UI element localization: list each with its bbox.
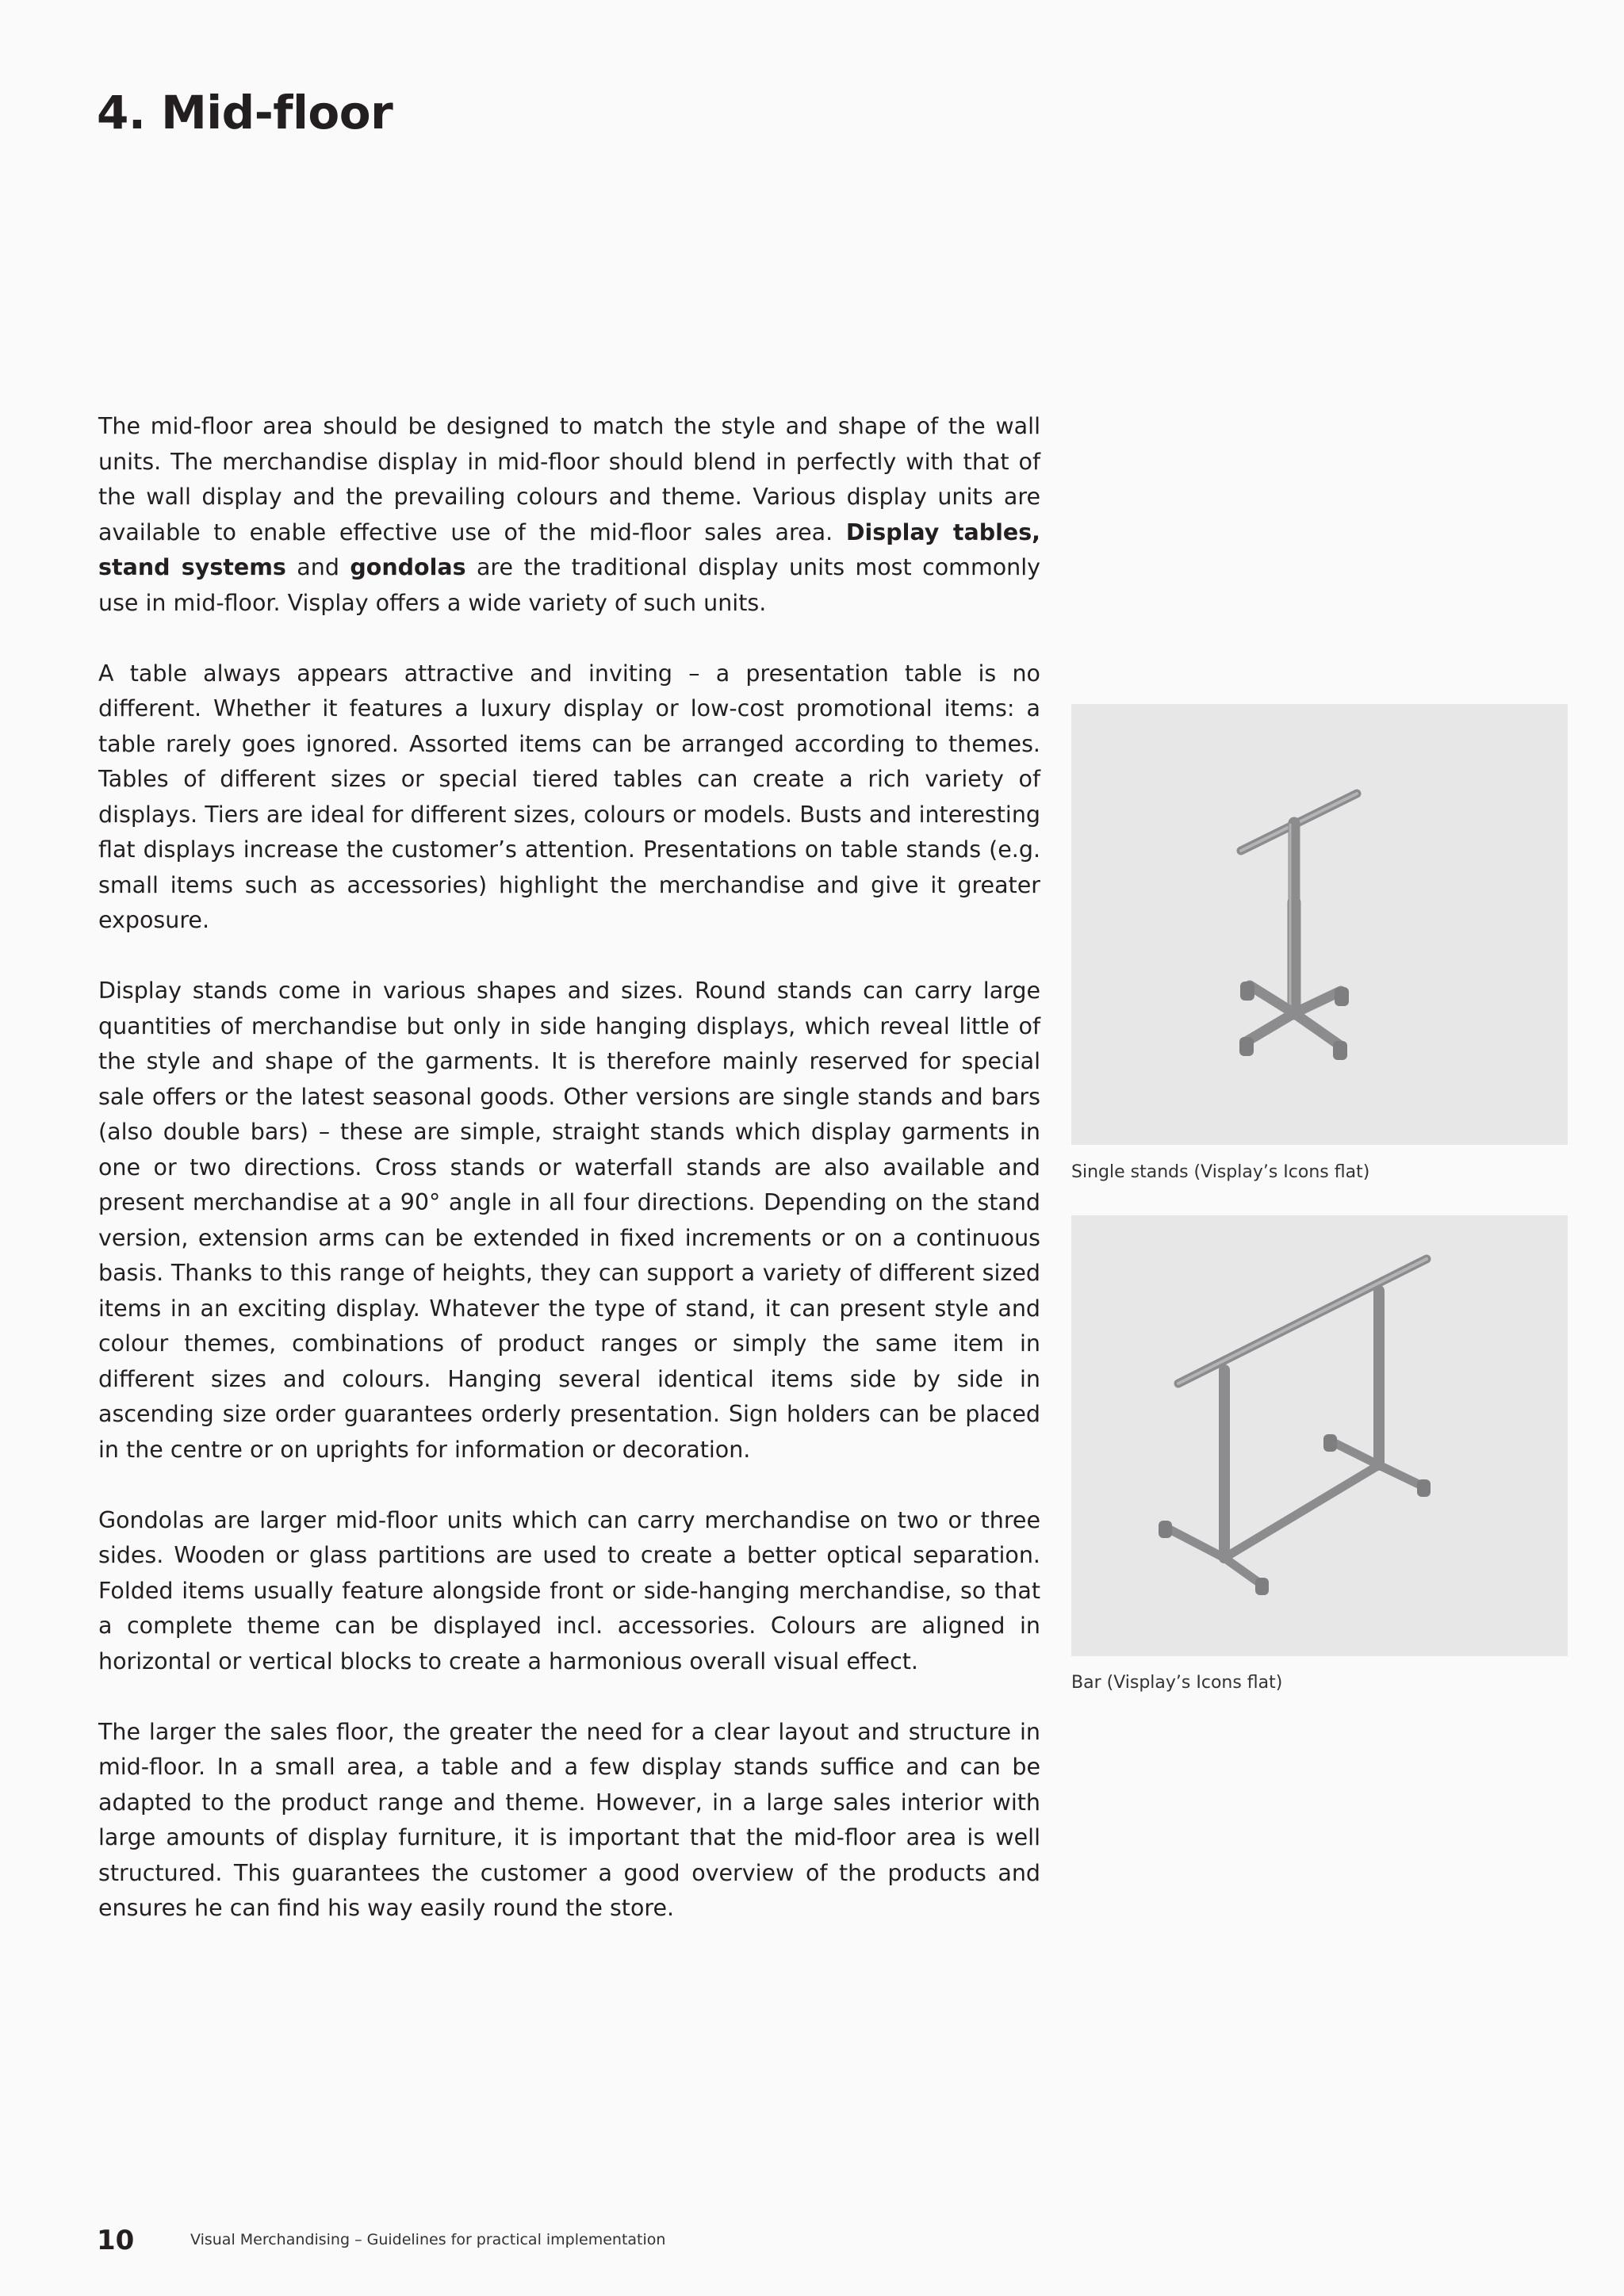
paragraph-intro-text-3: are the traditional display units most commonly use in mid-floor. Visplay offers a wide variety of such units. [98, 554, 1040, 616]
paragraph-gondolas: Gondolas are larger mid-floor units which can carry merchandise on two or three sides. Wooden or glass partitions are used to create a better optical separation. Folded items usually feature alongside front or side-hanging merchandise, so that a complete theme can be displayed incl. accessories. Colours are aligned in horizontal or vertical blocks to create a harmonious overall visual effect. [98, 1506, 1040, 1674]
bar-stand-caption: Bar (Visplay’s Icons flat) [1071, 1673, 1283, 1693]
paragraph-intro-bold-2: gondolas [350, 554, 466, 580]
paragraph-intro-text-2: and [285, 554, 350, 580]
paragraph-intro-text-1: The mid-floor area should be designed to match the style and shape of the wall units. The merchandise display in mid-floor should blend in perfectly with that of the wall display and the prevailing colours and theme. Various display units are available to enable effective use of the mid-floor sales area. [98, 413, 1040, 545]
paragraph-intro-bold-1: Display tables, stand systems [98, 519, 1040, 580]
page-title: 4. Mid-floor [97, 86, 393, 140]
single-stand-caption: Single stands (Visplay’s Icons flat) [1071, 1162, 1370, 1182]
paragraph-sales-floor: The larger the sales floor, the greater the need for a clear layout and structure in mid-floor. In a small area, a table and a few display stands suffice and can be adapted to the product range and theme. However, in a large sales interior with large amounts of display furniture, it is important that the mid-floor area is well structured. This guarantees the customer a good overview of the products and ensures he can find his way easily round the store. [98, 1718, 1040, 1921]
paragraph-intro [98, 409, 1040, 621]
page-number: 10 [97, 2225, 135, 2256]
single-stand-image [1071, 704, 1568, 1145]
paragraph-stands: Display stands come in various shapes and sizes. Round stands can carry large quantities of merchandise but only in side hanging displays, which reveal little of the style and shape of the garments. It is therefore mainly reserved for special sale offers or the latest seasonal goods. Other versions are single stands and bars (also double bars) – these are simple, straight stands which display garments in one or two directions. Cross stands or waterfall stands are also available and present merchandise at a 90° angle in all four directions. Depending on the stand version, extension arms can be extended in fixed increments or on a continuous basis. Thanks to this range of heights, they can support a variety of different sized items in an exciting display. Whatever the type of stand, it can present style and colour themes, combinations of product ranges or simply the same item in different sizes and colours. Hanging several identical items side by side in ascending size order guarantees orderly presentation. Sign holders can be placed in the centre or on uprights for information or decoration. [98, 978, 1040, 1463]
footer-text: Visual Merchandising – Guidelines for practical implementation [190, 2231, 666, 2248]
body-text [98, 409, 1040, 1961]
paragraph-tables: A table always appears attractive and inviting – a presentation table is no different. Whether it features a luxury display or low-cost promotional items: a table rarely goes ignored. Assorted items can be arranged according to themes. Tables of different sizes or special tiered tables can create a rich variety of displays. Tiers are ideal for different sizes, colours or models. Busts and interesting flat displays increase the customer’s attention. Presentations on table stands (e.g. small items such as accessories) highlight the merchandise and give it greater exposure. [98, 660, 1040, 933]
bar-stand-image [1071, 1215, 1568, 1656]
